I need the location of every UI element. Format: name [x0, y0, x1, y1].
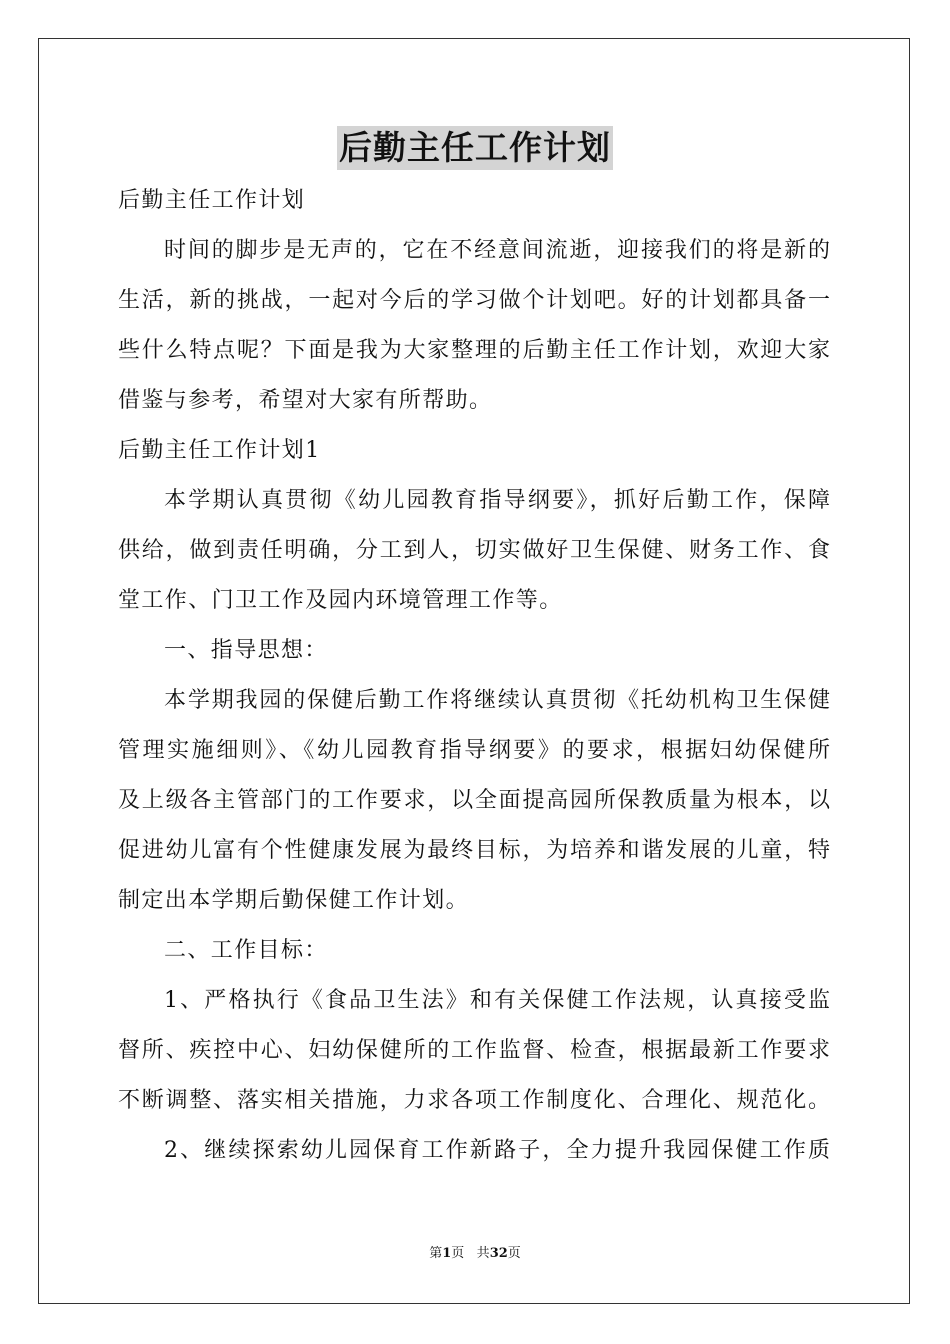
paragraph-line: 制定出本学期后勤保健工作计划。 — [118, 888, 470, 913]
document-body — [118, 176, 830, 1176]
title-area — [0, 126, 950, 170]
paragraph-line: 1、严格执行《食品卫生法》和有关保健工作法规，认真接受监 — [164, 988, 830, 1013]
page-prefix: 第 — [429, 1246, 443, 1261]
paragraph-line: 督所、疾控中心、妇幼保健所的工作监督、检查，根据最新工作要求 — [118, 1038, 830, 1063]
paragraph-line: 本学期认真贯彻《幼儿园教育指导纲要》，抓好后勤工作，保障 — [164, 488, 830, 513]
paragraph-line: 借鉴与参考，希望对大家有所帮助。 — [118, 388, 493, 413]
page-total: 32 — [489, 1246, 508, 1261]
paragraph-line: 时间的脚步是无声的，它在不经意间流逝，迎接我们的将是新的 — [164, 238, 830, 263]
document-title: 后勤主任工作计划 — [337, 126, 613, 170]
subsection-heading: 一、指导思想： — [164, 638, 328, 663]
paragraph-line: 不断调整、落实相关措施，力求各项工作制度化、合理化、规范化。 — [118, 1088, 830, 1113]
total-unit: 页 — [507, 1246, 521, 1261]
subsection-heading: 二、工作目标： — [164, 938, 328, 963]
paragraph-line: 生活，新的挑战，一起对今后的学习做个计划吧。好的计划都具备一 — [118, 288, 830, 313]
page-current: 1 — [442, 1246, 452, 1261]
paragraph-line: 管理实施细则》、《幼儿园教育指导纲要》的要求，根据妇幼保健所 — [118, 738, 830, 763]
total-prefix: 共 — [476, 1246, 490, 1261]
paragraph-line: 些什么特点呢？下面是我为大家整理的后勤主任工作计划，欢迎大家 — [118, 338, 830, 363]
paragraph-line: 堂工作、门卫工作及园内环境管理工作等。 — [118, 588, 563, 613]
page-unit: 页 — [451, 1246, 465, 1261]
page-footer — [0, 1244, 950, 1264]
section-heading: 后勤主任工作计划1 — [118, 438, 321, 463]
paragraph-line: 2、继续探索幼儿园保育工作新路子，全力提升我园保健工作质 — [164, 1138, 830, 1163]
paragraph-line: 及上级各主管部门的工作要求，以全面提高园所保教质量为根本，以 — [118, 788, 830, 813]
paragraph-line: 供给，做到责任明确，分工到人，切实做好卫生保健、财务工作、食 — [118, 538, 830, 563]
paragraph-line: 本学期我园的保健后勤工作将继续认真贯彻《托幼机构卫生保健 — [164, 688, 830, 713]
paragraph-line: 促进幼儿富有个性健康发展为最终目标，为培养和谐发展的儿童，特 — [118, 838, 830, 863]
section-heading: 后勤主任工作计划 — [118, 188, 306, 213]
